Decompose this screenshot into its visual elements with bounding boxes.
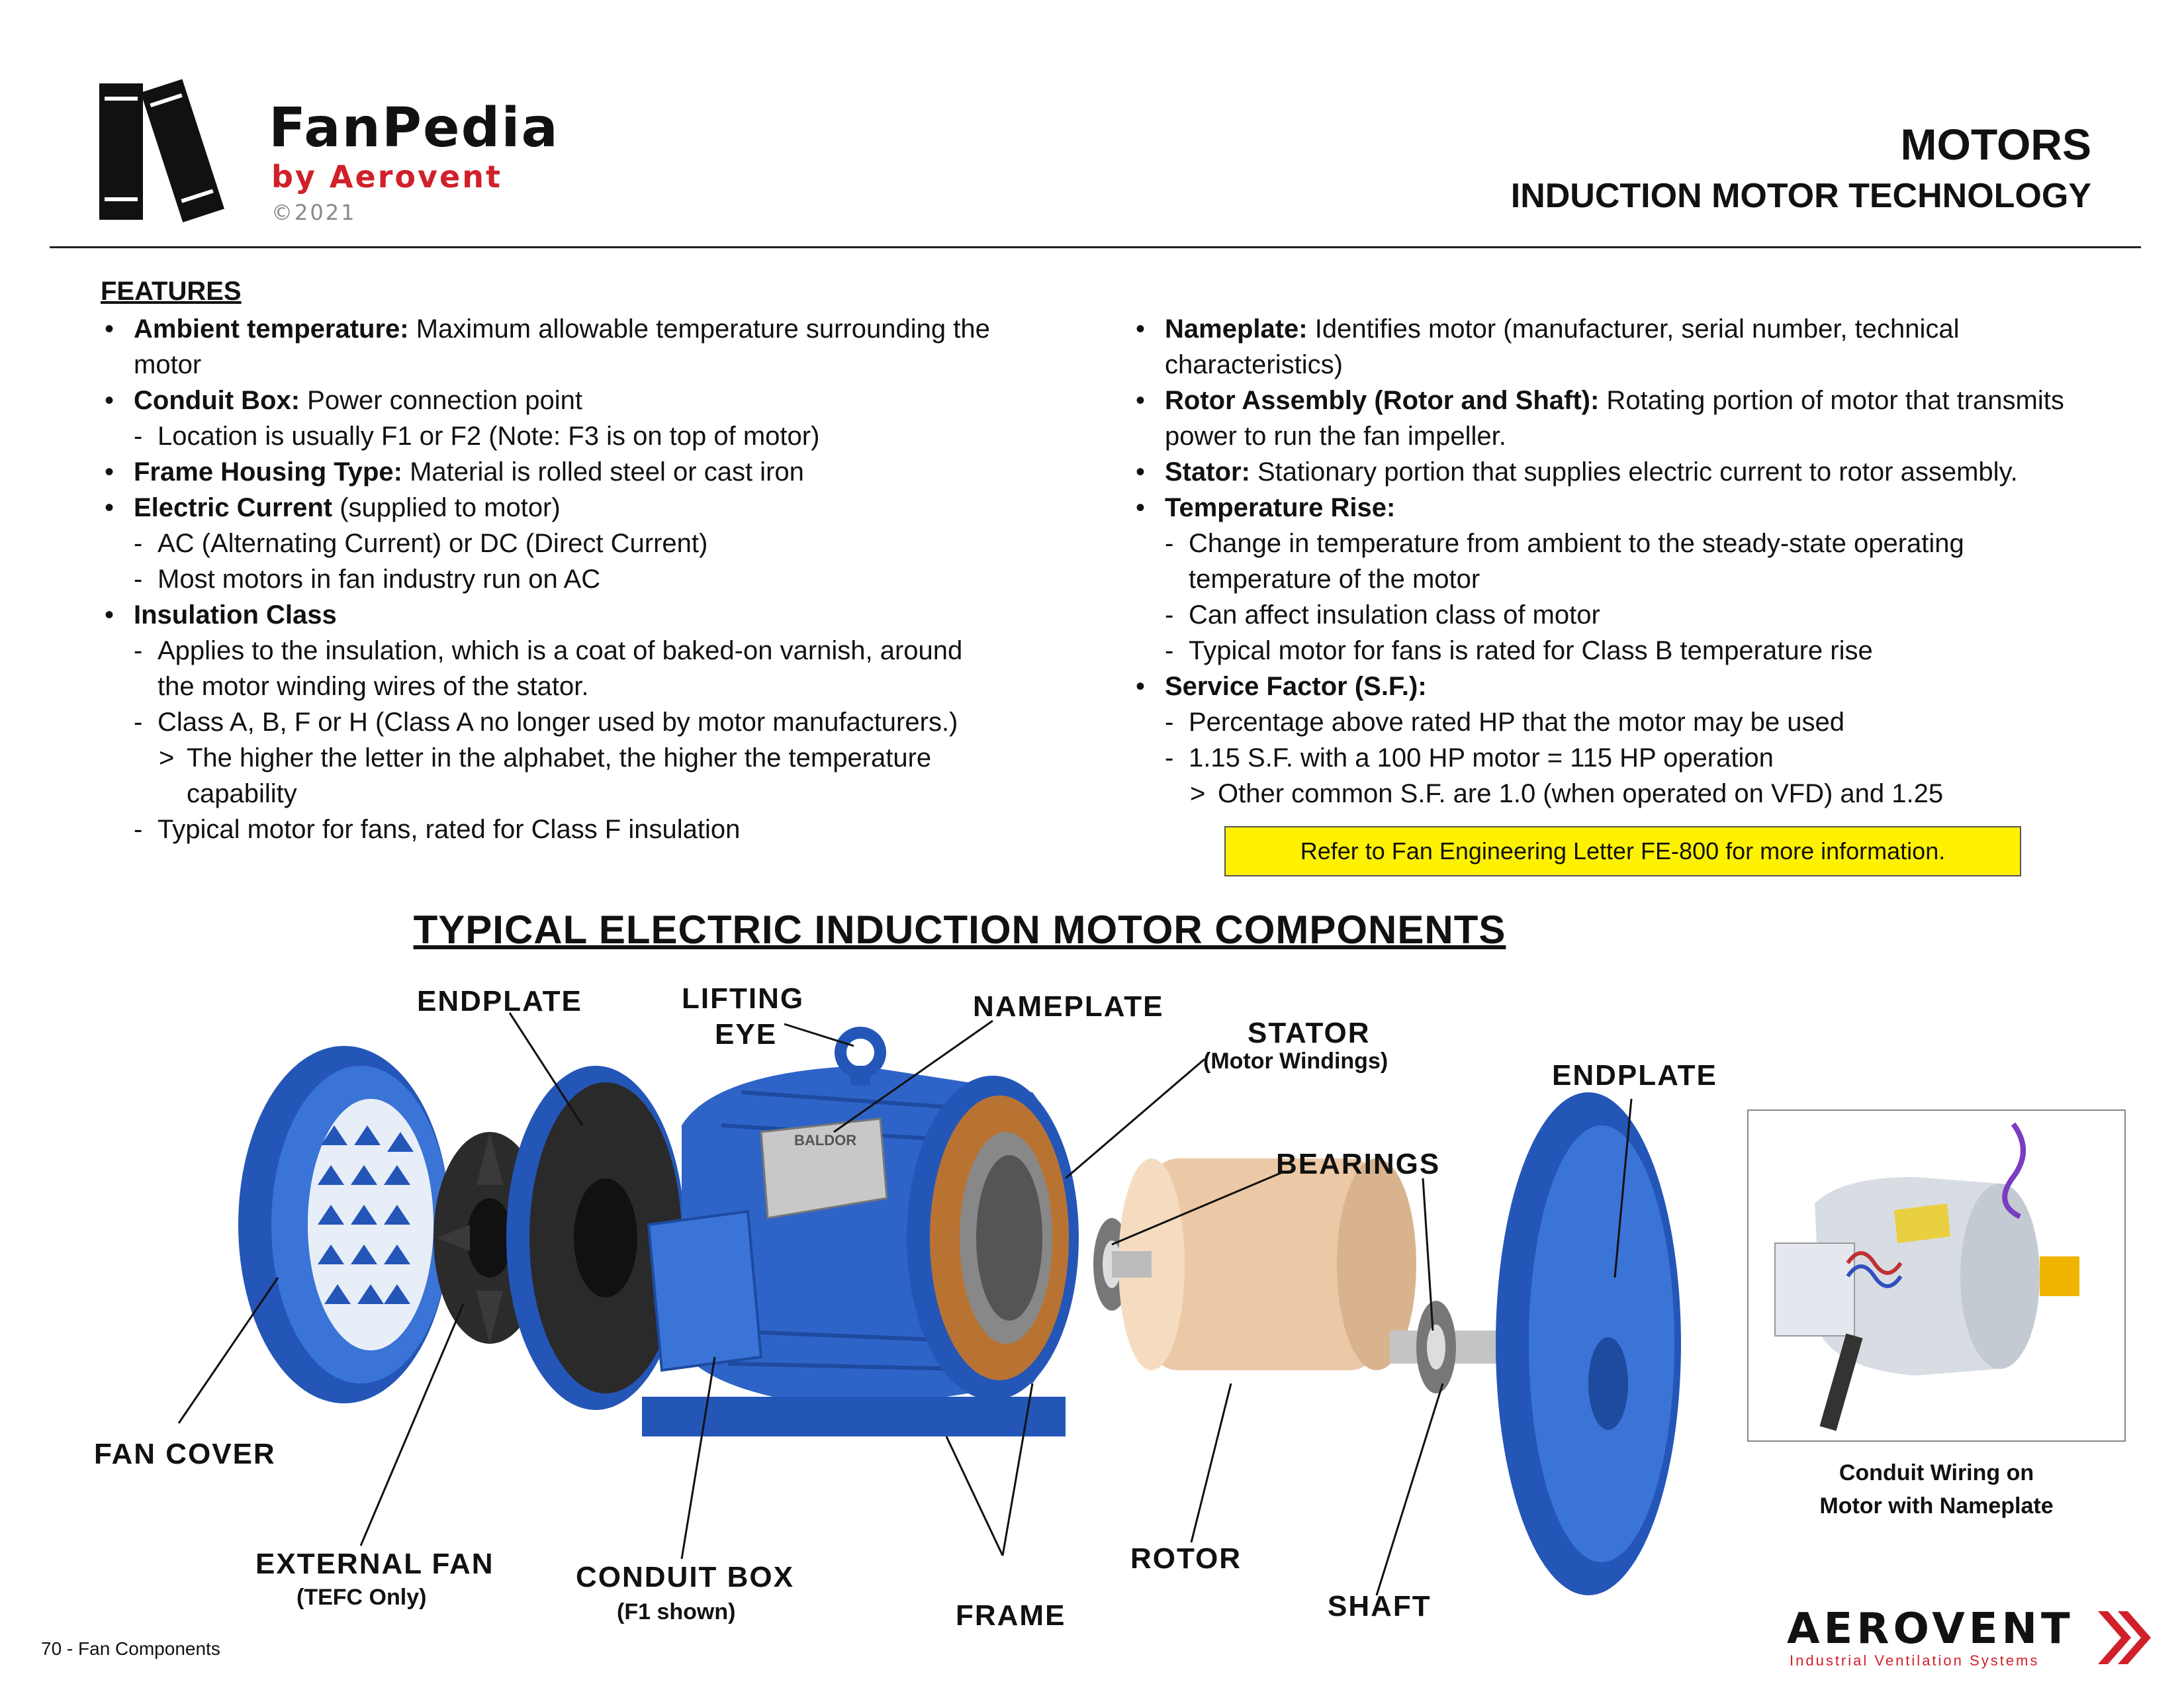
- page-title: MOTORS: [1900, 120, 2091, 169]
- label-shaft: SHAFT: [1328, 1590, 1432, 1622]
- endplate-right: [1496, 1092, 1681, 1595]
- motor-frame: [642, 1033, 1079, 1436]
- diagram-title: TYPICAL ELECTRIC INDUCTION MOTOR COMPONENTS: [413, 908, 1506, 952]
- company-tagline: Industrial Ventilation Systems: [1790, 1652, 2040, 1669]
- bullet-marker: •: [105, 457, 114, 487]
- feature-text: Identifies motor (manufacturer, serial number, technical: [1307, 314, 1960, 344]
- feature-item: [1136, 347, 2128, 383]
- feature-term: Temperature Rise:: [1165, 493, 1396, 522]
- feature-term: Conduit Box:: [134, 386, 300, 415]
- feature-text: capability: [187, 779, 297, 808]
- feature-term: Electric Current: [134, 493, 333, 522]
- inset-caption-line2: Motor with Nameplate: [1819, 1493, 2054, 1519]
- feature-text: motor: [134, 350, 202, 379]
- bullet-marker: •: [105, 386, 114, 415]
- nameplate-brand: BALDOR: [794, 1132, 857, 1149]
- label-lifting-eye-line2: EYE: [715, 1018, 778, 1051]
- feature-text: power to run the fan impeller.: [1165, 422, 1506, 451]
- bullet-marker: •: [1136, 672, 1146, 701]
- feature-item: [1136, 418, 2128, 454]
- feature-text: the motor winding wires of the stator.: [158, 672, 589, 701]
- feature-text: Can affect insulation class of motor: [1189, 600, 1600, 630]
- bullet-marker: -: [134, 422, 143, 451]
- feature-item: [1136, 311, 2128, 347]
- feature-text: (supplied to motor): [332, 493, 561, 522]
- label-external-fan-sub: (TEFC Only): [296, 1585, 427, 1610]
- feature-item: [1136, 597, 2128, 633]
- feature-text: Applies to the insulation, which is a coat of baked-on varnish, around: [158, 636, 963, 665]
- feature-text: Location is usually F1 or F2 (Note: F3 is on top of motor): [158, 422, 820, 451]
- label-endplate-right: ENDPLATE: [1552, 1059, 1717, 1092]
- feature-item: [105, 812, 1137, 847]
- feature-term: Frame Housing Type:: [134, 457, 402, 487]
- feature-text: 1.15 S.F. with a 100 HP motor = 115 HP operation: [1189, 743, 1774, 773]
- feature-item: [1136, 454, 2128, 490]
- books-icon: [98, 78, 237, 224]
- feature-term: Service Factor (S.F.):: [1165, 672, 1427, 701]
- feature-item: [105, 561, 1137, 597]
- bullet-marker: -: [134, 565, 143, 594]
- bullet-marker: -: [134, 708, 143, 737]
- inset-caption-line1: Conduit Wiring on: [1839, 1460, 2034, 1485]
- header-divider: [50, 246, 2141, 248]
- company-name: AEROVENT: [1787, 1605, 2074, 1654]
- feature-item: [105, 490, 1137, 526]
- feature-text: Power connection point: [300, 386, 582, 415]
- bullet-marker: >: [1190, 779, 1206, 808]
- bullet-marker: -: [1165, 600, 1174, 630]
- feature-item: [105, 633, 1137, 669]
- feature-text: temperature of the motor: [1189, 565, 1480, 594]
- aerovent-logo: [1787, 1605, 2158, 1671]
- feature-item: [1136, 561, 2128, 597]
- bullet-marker: -: [134, 529, 143, 558]
- feature-text: Change in temperature from ambient to the steady-state operating: [1189, 529, 1964, 558]
- bullet-marker: -: [134, 636, 143, 665]
- feature-item: [105, 383, 1137, 418]
- feature-text: Other common S.F. are 1.0 (when operated on VFD) and 1.25: [1218, 779, 1944, 808]
- feature-term: Nameplate:: [1165, 314, 1308, 344]
- feature-text: Most motors in fan industry run on AC: [158, 565, 601, 594]
- label-fan-cover: FAN COVER: [94, 1438, 276, 1470]
- copyright: ©2021: [271, 200, 357, 225]
- feature-item: [1136, 383, 2128, 418]
- features-right-list: [1136, 311, 2128, 812]
- bullet-marker: •: [1136, 457, 1146, 487]
- label-nameplate: NAMEPLATE: [973, 990, 1164, 1023]
- bullet-marker: -: [1165, 708, 1174, 737]
- bullet-marker: -: [1165, 529, 1174, 558]
- feature-text: Percentage above rated HP that the motor may be used: [1189, 708, 1844, 737]
- feature-item: [105, 669, 1137, 704]
- feature-text: Class A, B, F or H (Class A no longer used by motor manufacturers.): [158, 708, 958, 737]
- feature-text: Material is rolled steel or cast iron: [402, 457, 804, 487]
- feature-text: Typical motor for fans is rated for Class B temperature rise: [1189, 636, 1873, 665]
- label-endplate-left: ENDPLATE: [417, 985, 582, 1017]
- bullet-marker: -: [134, 815, 143, 844]
- label-stator: STATOR: [1248, 1017, 1371, 1049]
- label-external-fan: EXTERNAL FAN: [255, 1548, 494, 1580]
- features-heading: FEATURES: [101, 277, 242, 306]
- rotor: [1112, 1158, 1416, 1370]
- feature-text: Maximum allowable temperature surrounding the: [408, 314, 990, 344]
- feature-term: Stator:: [1165, 457, 1250, 487]
- feature-item: [105, 704, 1137, 740]
- feature-item: [1136, 669, 2128, 704]
- feature-item: [105, 347, 1137, 383]
- label-conduit-box-sub: (F1 shown): [617, 1599, 736, 1624]
- feature-term: Ambient temperature:: [134, 314, 409, 344]
- fan-cover: [238, 1046, 450, 1403]
- bullet-marker: •: [1136, 386, 1146, 415]
- chevron-right-icon: [2091, 1605, 2158, 1671]
- feature-term: Insulation Class: [134, 600, 337, 630]
- bullet-marker: -: [1165, 636, 1174, 665]
- fanpedia-logo: [98, 78, 660, 230]
- reference-note: Refer to Fan Engineering Letter FE-800 for more information.: [1224, 826, 2021, 876]
- feature-item: [1136, 633, 2128, 669]
- feature-item: [105, 311, 1137, 347]
- feature-item: [1136, 490, 2128, 526]
- feature-term: Rotor Assembly (Rotor and Shaft):: [1165, 386, 1600, 415]
- feature-text: The higher the letter in the alphabet, the higher the temperature: [187, 743, 932, 773]
- page-number: 70 - Fan Components: [41, 1638, 220, 1659]
- features-left-list: [105, 311, 1137, 847]
- bullet-marker: •: [1136, 493, 1146, 522]
- feature-item: [105, 776, 1137, 812]
- feature-item: [1136, 776, 2128, 812]
- label-bearings: BEARINGS: [1276, 1148, 1441, 1180]
- inset-photo: [1747, 1109, 2126, 1442]
- label-conduit-box: CONDUIT BOX: [576, 1561, 794, 1593]
- bullet-marker: -: [1165, 743, 1174, 773]
- feature-item: [1136, 526, 2128, 561]
- feature-text: characteristics): [1165, 350, 1343, 379]
- feature-item: [105, 418, 1137, 454]
- brand-name: FanPedia: [269, 97, 559, 160]
- bullet-marker: >: [159, 743, 175, 773]
- bullet-marker: •: [105, 600, 114, 630]
- feature-item: [105, 597, 1137, 633]
- label-stator-sub: (Motor Windings): [1203, 1049, 1388, 1074]
- feature-item: [1136, 704, 2128, 740]
- bullet-marker: •: [105, 314, 114, 344]
- feature-text: Stationary portion that supplies electric current to rotor assembly.: [1250, 457, 2018, 487]
- brand-by: by Aerovent: [271, 159, 502, 195]
- bullet-marker: •: [1136, 314, 1146, 344]
- feature-item: [105, 454, 1137, 490]
- feature-text: Typical motor for fans, rated for Class F insulation: [158, 815, 741, 844]
- label-frame: FRAME: [956, 1599, 1066, 1632]
- bullet-marker: •: [105, 493, 114, 522]
- feature-text: AC (Alternating Current) or DC (Direct Current): [158, 529, 708, 558]
- feature-item: [1136, 740, 2128, 776]
- conduit-wiring-motor-image: [1749, 1111, 2124, 1440]
- label-lifting-eye-line1: LIFTING: [682, 982, 805, 1015]
- feature-item: [105, 526, 1137, 561]
- label-rotor: ROTOR: [1130, 1542, 1242, 1575]
- feature-text: Rotating portion of motor that transmits: [1599, 386, 2064, 415]
- page-subtitle: INDUCTION MOTOR TECHNOLOGY: [1510, 177, 2091, 215]
- feature-item: [105, 740, 1137, 776]
